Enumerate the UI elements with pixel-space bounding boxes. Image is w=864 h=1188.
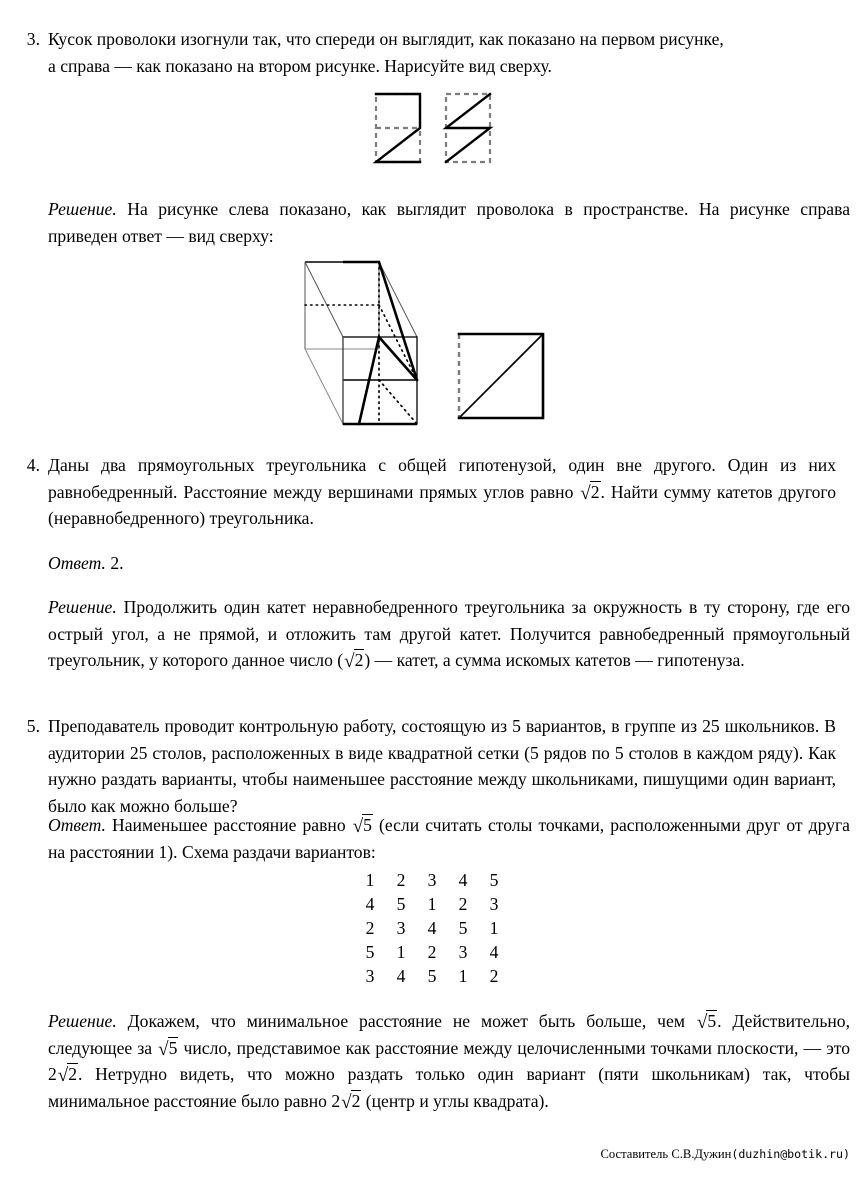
problem-4 [14,452,850,532]
problem-5-answer-part1: Наименьшее расстояние равно [112,815,352,835]
problem-5-solution-part1: Докажем, что минимальное расстояние не может быть больше, чем [127,1011,696,1031]
sqrt-5-argument-answer: 5 [363,815,372,835]
footer-paren-close: ) [843,1147,850,1161]
problem-5 [14,713,850,819]
problem-4-statement-part2: . Найти сумму катетов другого (неравнобедренного) треугольника. [48,481,836,528]
grid-cell: 2 [427,942,437,962]
solution-text-3: На рисунке слева показано, как выглядит проволока в пространстве. На рисунке справа приведен ответ — вид сверху: [48,199,850,246]
footer-email[interactable]: duzhin@botik.ru [738,1147,844,1161]
grid-cell: 3 [458,942,468,962]
problem-5-answer-paragraph [48,812,850,865]
sqrt-2-argument-4: 2 [351,1090,361,1111]
sqrt-2-inline-solution-4: √2 [341,1090,361,1113]
table-row [355,892,510,916]
problem-4-answer-paragraph [48,550,850,577]
problem-5-solution-part3: число, представимое как расстояние между целочисленными точками плоскости, — это 2 [48,1037,850,1084]
grid-cell: 4 [396,966,406,986]
grid-cell: 5 [396,894,406,914]
footer-credit [601,1146,850,1162]
solution-label-4: Решение. [48,597,117,617]
grid-cell: 2 [396,870,406,890]
grid-cell: 5 [427,966,437,986]
sqrt-2-argument-solution: 2 [354,650,364,670]
wire-3d-and-top-view [0,252,864,438]
grid-cell: 2 [458,894,468,914]
grid-cell: 4 [458,870,468,890]
sqrt-2-inline-solution-3: √2 [57,1064,78,1086]
top-view-square-figure [459,334,543,418]
sqrt-5-inline-solution-2: √5 [158,1037,178,1060]
grid-cell: 2 [365,918,375,938]
sqrt-5-inline-answer: √5 [352,815,372,837]
answer-label-5: Ответ. [48,815,106,835]
table-row [355,916,510,940]
grid-cell: 3 [489,894,499,914]
wire-3d-top-view-svg [297,252,567,438]
solution-label-3: Решение. [48,199,117,219]
grid-cell: 5 [489,870,499,890]
grid-cell: 3 [396,918,406,938]
side-view-figure [446,94,490,162]
problem-4-solution-part2: ) — катет, а сумма искомых катетов — гипотенуза. [364,650,745,670]
problem-4-statement-paragraph [48,452,836,532]
problem-3-solution [14,196,850,249]
grid-cell: 4 [489,942,499,962]
wire-front-and-side-views [0,88,864,168]
variant-grid-table [355,868,510,988]
problem-3 [14,26,850,79]
grid-cell: 5 [365,942,375,962]
table-row [355,868,510,892]
table-row [355,964,510,988]
problem-5-statement-paragraph: Преподаватель проводит контрольную работу, состоящую из 5 вариантов, в группе из 25 школьников. В аудитории 25 столов, расположенных в виде квадратной сетки (5 рядов по 5 столов в каждом ряду). Как нужно раздать варианты, чтобы наименьшее расстояние между школьниками, пишущими один вариант, было как можно больше? [48,716,836,816]
sqrt-5-inline-solution-1: √5 [696,1011,717,1033]
grid-cell: 1 [427,894,437,914]
problem-4-solution-paragraph [48,594,850,674]
sqrt-5-argument-1: 5 [707,1011,717,1031]
problem-4-answer [48,550,850,577]
problem-5-solution [48,1008,850,1114]
problem-4-solution [48,594,850,674]
problem-3-statement [48,26,836,79]
grid-cell: 3 [365,966,375,986]
solution-label-5: Решение. [48,1011,117,1031]
grid-cell: 1 [489,918,499,938]
problem-3-statement-line-2: а справа — как показано на втором рисунке. Нарисуйте вид сверху. [48,55,552,76]
problem-5-answer-part2: (если считать столы точками, расположенными друг от друга на расстоянии 1). Схема раздачи вариантов: [48,815,850,862]
answer-text-4: 2. [110,553,124,573]
answer-label-4: Ответ. [48,553,106,573]
grid-cell: 4 [427,918,437,938]
table-row [355,940,510,964]
footer-author: Составитель С.В.Дужин [600,1147,732,1161]
problem-4-statement-part1: Даны два прямоугольных треугольника с общей гипотенузой, один вне другого. Один из них равнобедренный. Расстояние между вершинами прямых углов равно [48,455,836,502]
grid-cell: 1 [458,966,468,986]
problem-5-solution-part4: . Нетрудно видеть, что можно раздать только один вариант (пяти школьникам) так, чтобы минимальное расстояние было равно 2 [48,1064,850,1111]
sqrt-2-inline-solution: √2 [344,650,364,672]
grid-cell: 3 [427,870,437,890]
sqrt-2-inline: √2 [580,481,600,504]
problem-5-answer [48,812,850,865]
problem-3-solution-paragraph [48,196,850,249]
footer-paren-open: ( [731,1147,739,1161]
problem-4-statement [48,452,836,532]
grid-cell: 5 [458,918,468,938]
wire-views-svg [360,88,505,168]
variant-distribution-grid [0,868,864,988]
problem-3-number: 3. [26,29,40,49]
prism-3d-figure [305,262,417,424]
problem-5-solution-part5: (центр и углы квадрата). [361,1090,549,1111]
grid-cell: 2 [489,966,499,986]
sqrt-5-argument-2: 5 [168,1037,178,1058]
problem-4-solution-part1: Продолжить один катет неравнобедренного треугольника за окружность в ту сторону, где его острый угол, а не прямой, и отложить там другой катет. Получится равнобедренный прямоугольный треугольник, у которого данное число ( [48,597,850,670]
grid-cell: 1 [365,870,375,890]
grid-cell: 4 [365,894,375,914]
problem-5-number: 5. [26,716,40,736]
problem-5-solution-part2: . Действительно, следующее за [48,1011,850,1058]
sqrt-2-argument-3: 2 [68,1064,78,1084]
grid-cell: 1 [396,942,406,962]
problem-4-number: 4. [26,455,40,475]
problem-5-solution-paragraph [48,1008,850,1114]
sqrt-2-argument: 2 [590,481,600,502]
front-view-figure [376,94,420,162]
problem-3-statement-line-1: Кусок проволоки изогнули так, что спереди он выглядит, как показано на первом рисунке, [48,29,724,49]
problem-5-statement [48,713,836,819]
